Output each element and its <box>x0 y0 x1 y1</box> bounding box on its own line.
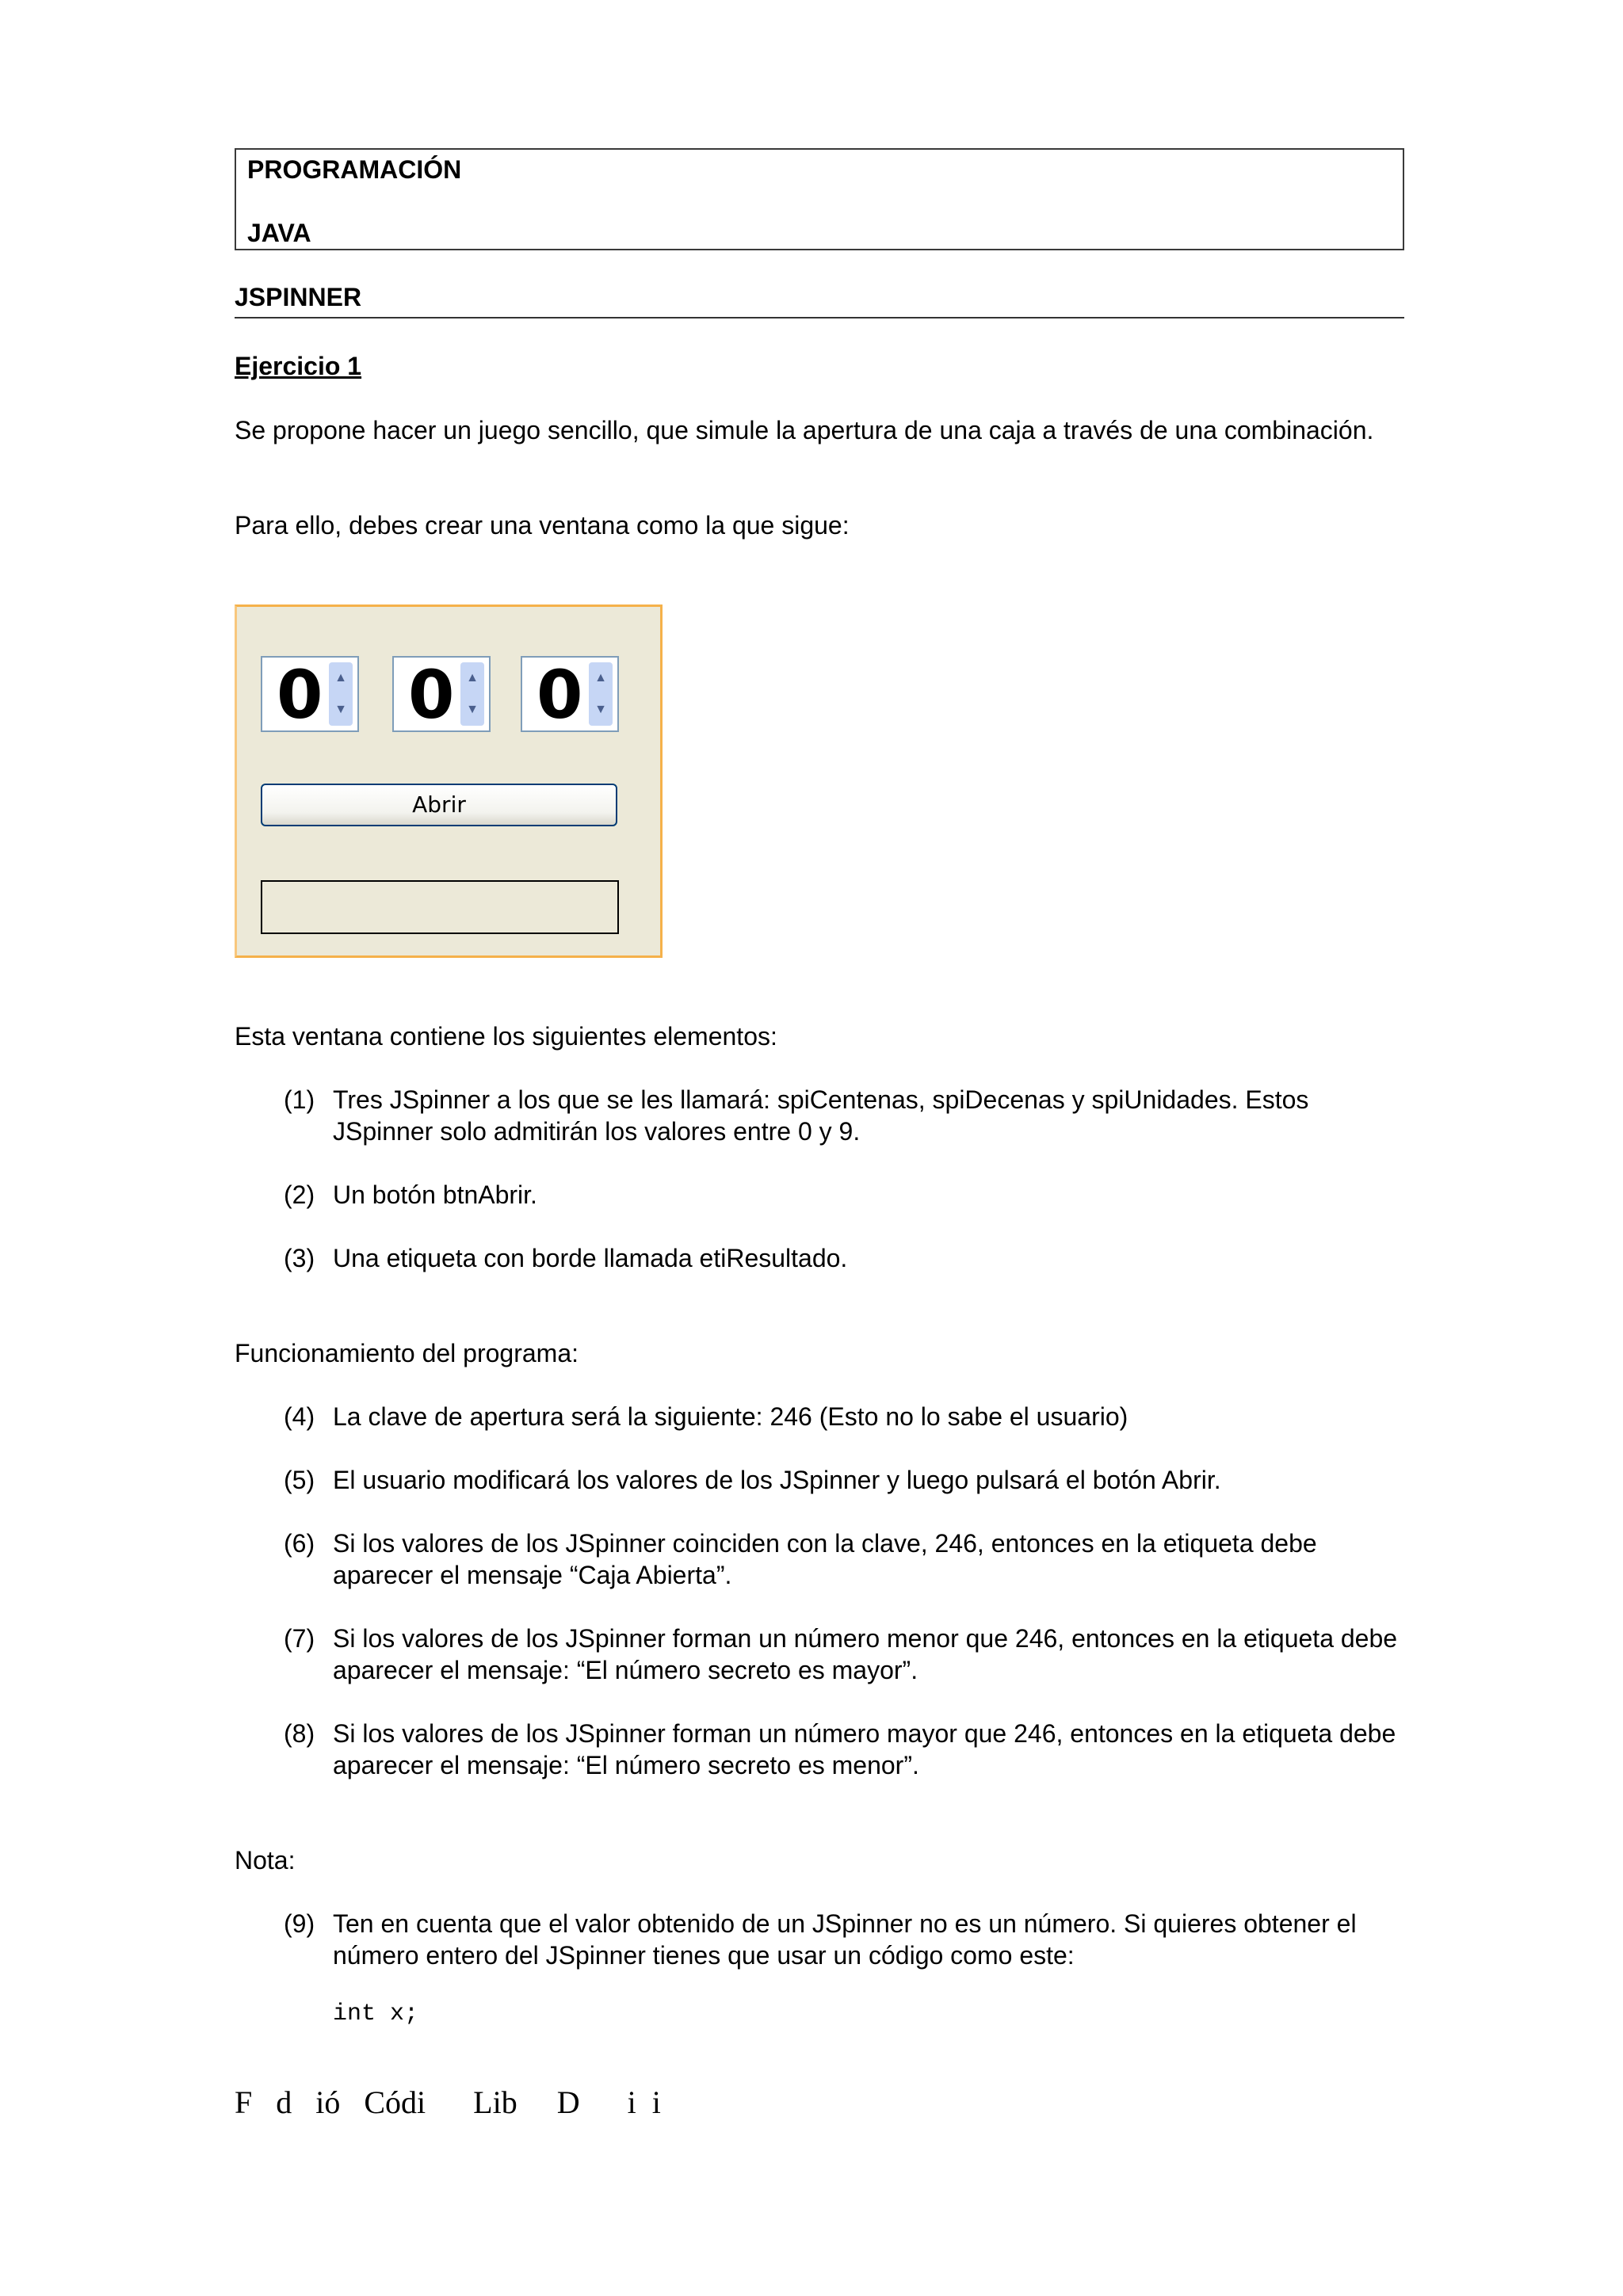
course-language: JAVA <box>247 219 311 247</box>
course-subject: PROGRAMACIÓN <box>247 155 462 184</box>
code-snippet: int x; <box>333 2000 419 2027</box>
list-item-number: (1) <box>284 1085 315 1114</box>
abrir-button[interactable]: Abrir <box>261 784 617 826</box>
elements-intro: Esta ventana contiene los siguientes elementos: <box>235 1022 777 1051</box>
chevron-down-icon[interactable]: ▼ <box>334 703 347 716</box>
exercise-title: Ejercicio 1 <box>235 352 362 380</box>
list-item-text: Si los valores de los JSpinner forman un número mayor que 246, entonces en la etiqueta debe aparecer el mensaje: “El número secreto es menor”. <box>333 1719 1396 1779</box>
list-item-text: Si los valores de los JSpinner forman un número menor que 246, entonces en la etiqueta debe aparecer el mensaje: “El número secreto es mayor”. <box>333 1624 1398 1684</box>
list-item <box>284 1908 1409 1971</box>
list-item-text: Ten en cuenta que el valor obtenido de un JSpinner no es un número. Si quieres obtener el número entero del JSpinner tienes que usar un código como este: <box>333 1909 1357 1970</box>
functioning-intro: Funcionamiento del programa: <box>235 1339 579 1367</box>
list-item-number: (5) <box>284 1466 315 1494</box>
list-item <box>284 1464 1409 1496</box>
list-item <box>284 1527 1409 1591</box>
list-item <box>284 1718 1409 1781</box>
spinner-unidades[interactable] <box>521 656 619 732</box>
spinner-value: 0 <box>277 656 323 734</box>
chevron-up-icon[interactable]: ▲ <box>594 671 607 685</box>
list-item <box>284 1401 1409 1432</box>
section-title: JSPINNER <box>235 282 1404 318</box>
course-header-box <box>235 148 1404 250</box>
list-item <box>284 1242 1409 1274</box>
chevron-up-icon[interactable]: ▲ <box>466 671 479 685</box>
list-item-text: Si los valores de los JSpinner coinciden con la clave, 246, entonces en la etiqueta debe aparecer el mensaje “Caja Abierta”. <box>333 1529 1317 1589</box>
window-preview <box>235 605 663 958</box>
list-item-text: Una etiqueta con borde llamada etiResultado. <box>333 1244 848 1272</box>
intro-paragraph-2: Para ello, debes crear una ventana como la que sigue: <box>235 511 850 540</box>
list-item-text: La clave de apertura será la siguiente: 246 (Esto no lo sabe el usuario) <box>333 1402 1128 1431</box>
list-item-number: (2) <box>284 1180 315 1209</box>
list-item-number: (9) <box>284 1909 315 1938</box>
intro-paragraph: Se propone hacer un juego sencillo, que simule la apertura de una caja a través de una combinación. <box>235 416 1374 444</box>
spinner-arrows[interactable] <box>329 662 353 726</box>
list-item <box>284 1179 1409 1211</box>
spinner-decenas[interactable] <box>392 656 491 732</box>
spinner-value: 0 <box>537 656 583 734</box>
chevron-up-icon[interactable]: ▲ <box>334 671 347 685</box>
list-item-number: (3) <box>284 1244 315 1272</box>
list-item-number: (4) <box>284 1402 315 1431</box>
list-item-number: (7) <box>284 1624 315 1653</box>
list-item-number: (8) <box>284 1719 315 1748</box>
spinner-arrows[interactable] <box>460 662 484 726</box>
list-item-text: Tres JSpinner a los que se les llamará: spiCentenas, spiDecenas y spiUnidades. Estos JSpinner solo admitirán los valores entre 0 y 9. <box>333 1085 1309 1146</box>
spinner-value: 0 <box>408 656 455 734</box>
spinner-arrows[interactable] <box>589 662 613 726</box>
list-item <box>284 1623 1409 1686</box>
footer-text: F d ió Códi Lib D i i <box>235 2084 661 2120</box>
list-item <box>284 1084 1409 1147</box>
list-item-text: El usuario modificará los valores de los JSpinner y luego pulsará el botón Abrir. <box>333 1466 1221 1494</box>
chevron-down-icon[interactable]: ▼ <box>594 703 607 716</box>
list-item-number: (6) <box>284 1529 315 1558</box>
spinner-centenas[interactable] <box>261 656 359 732</box>
list-item-text: Un botón btnAbrir. <box>333 1180 537 1209</box>
chevron-down-icon[interactable]: ▼ <box>466 703 479 716</box>
result-label <box>261 880 619 934</box>
note-intro: Nota: <box>235 1846 296 1875</box>
